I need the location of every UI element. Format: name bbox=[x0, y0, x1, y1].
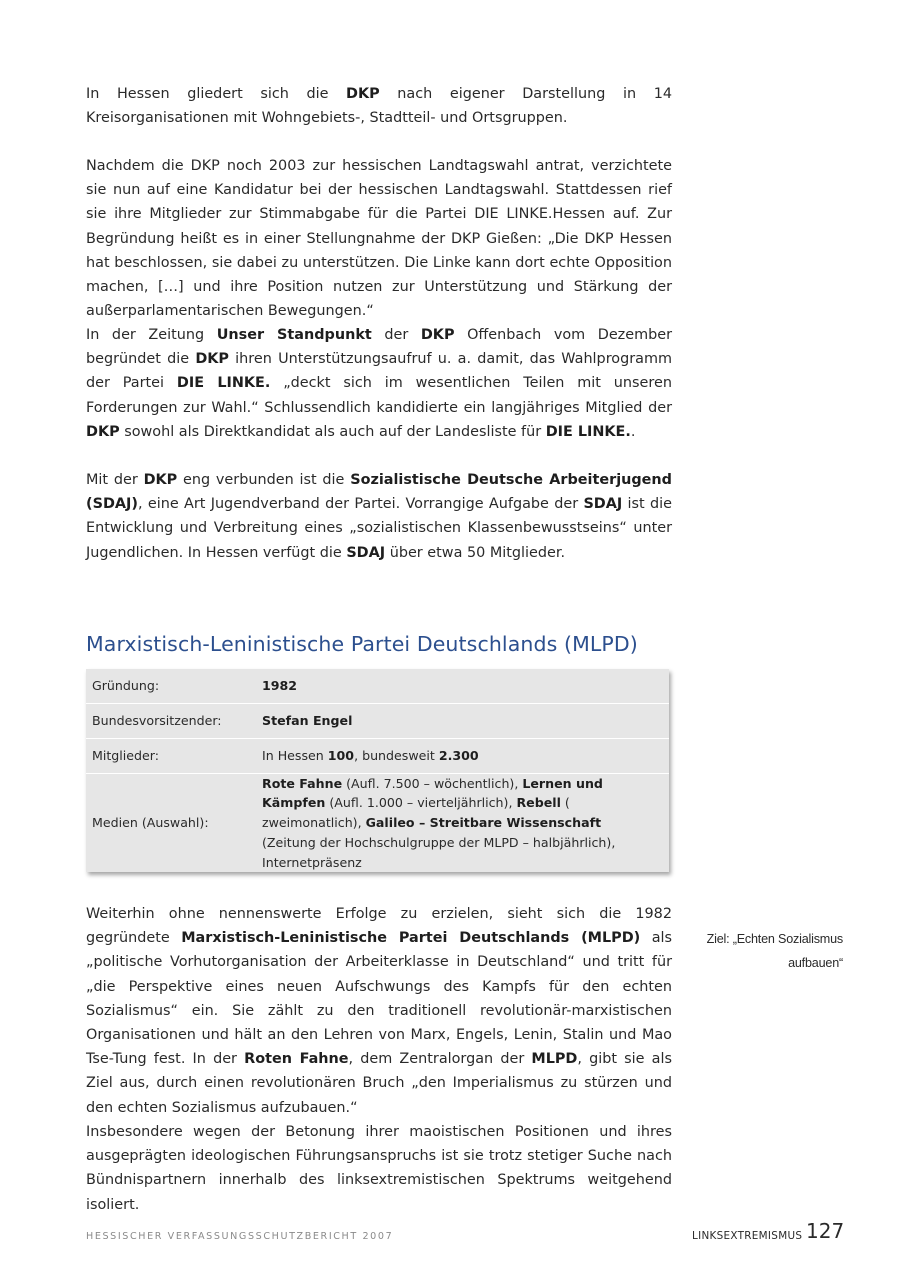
margin-note bbox=[690, 927, 843, 975]
founding-label: Gründung: bbox=[86, 669, 262, 703]
members-label: Mitglieder: bbox=[86, 738, 262, 773]
margin-note-line2: aufbauen“ bbox=[788, 956, 843, 970]
mlpd-fact-table bbox=[86, 669, 669, 872]
media-label: Medien (Auswahl): bbox=[92, 815, 209, 831]
table-row-members bbox=[86, 738, 669, 773]
paragraph-unser-standpunkt: In der Zeitung Unser Standpunkt der DKP Offenbach vom Dezember begründet die DKP ihren Unterstützungsaufruf u. a. damit, das Wahlprogramm der Partei DIE LINKE. „deckt sich im wesentlichen Teilen mit unseren Forderungen zur Wahl.“ Schlussendlich kandidierte ein langjähriges Mitglied der DKP sowohl als Direktkandidat als auch auf der Landesliste für DIE LINKE.. bbox=[86, 327, 673, 440]
table-row-chair bbox=[86, 703, 669, 738]
table-row-founding bbox=[86, 669, 669, 703]
paragraph-sdaj: Mit der DKP eng verbunden ist die Sozialistische Deutsche Arbeiterjugend (SDAJ), eine Art Jugendverband der Partei. Vorrangige Aufgabe der SDAJ ist die Entwicklung und Verbreitung eines „sozialistischen Klassenbewusstseins“ unter Jugendlichen. In Hessen verfügt die SDAJ über etwa 50 Mitglieder. bbox=[86, 472, 672, 561]
paragraph-dkp-landtagswahl: Nachdem die DKP noch 2003 zur hessischen Landtagswahl antrat, verzichtete sie nun auf eine Kandidatur bei der hessischen Landtagswahl. Stattdessen rief sie ihre Mitglieder zur Stimmabgabe für die Partei DIE LINKE.Hessen auf. Zur Begründung heißt es in einer Stellungnahme der DKP Gießen: „Die DKP Hessen hat beschlossen, sie dabei zu unterstützen. Die Linke kann dort echte Opposition machen, […] und ihre Position nutzen zur Unterstützung und Stärkung der außerparlamentarischen Bewegungen.“ bbox=[86, 158, 672, 320]
paragraph-mlpd-isolation: Insbesondere wegen der Betonung ihrer maoistischen Positionen und ihres ausgeprägten ideologischen Führungsanspruchs ist sie trotz stetiger Suche nach Bündnispartnern innerhalb des linksextremistischen Spektrums weitgehend isoliert. bbox=[86, 1124, 672, 1213]
paragraph-dkp-organisation: In Hessen gliedert sich die DKP nach eigener Darstellung in 14 Kreisorganisationen mit Wohngebiets-, Stadtteil- und Ortsgruppen. bbox=[86, 86, 672, 127]
members-value: In Hessen 100, bundesweit 2.300 bbox=[262, 738, 669, 773]
page-number: 127 bbox=[806, 1219, 845, 1243]
media-value: Rote Fahne (Aufl. 7.500 – wöchentlich), Lernen und Kämpfen (Aufl. 1.000 – vierteljährlich), Rebell ( zweimonatlich), Galileo – Streitbare Wissenschaft (Zeitung der Hochschulgruppe der MLPD – halbjährlich), Internetpräsenz bbox=[262, 775, 616, 870]
paragraph-mlpd-description: Weiterhin ohne nennenswerte Erfolge zu erzielen, sieht sich die 1982 gegründete Marxistisch-Leninistische Partei Deutschlands (MLPD) als „politische Vorhutorganisation der Arbeiterklasse in Deutschland“ und tritt für „die Perspektive eines neuen Aufschwungs des Kampfs für den echten Sozialismus“ ein. Sie zählt zu den traditionell revolutionär-marxistischen Organisationen und hält an den Lehren von Marx, Engels, Lenin, Stalin und Mao Tse-Tung fest. In der Roten Fahne, dem Zentralorgan der MLPD, gibt sie als Ziel aus, durch einen revolutionären Bruch „den Imperialismus zu stürzen und den echten Sozialismus aufzubauen.“ bbox=[86, 906, 673, 1116]
chair-label: Bundesvorsitzender: bbox=[86, 703, 262, 738]
table-row-media bbox=[86, 773, 669, 872]
section-heading-mlpd: Marxistisch-Leninistische Partei Deutschlands (MLPD) bbox=[86, 632, 638, 656]
founding-value: 1982 bbox=[262, 669, 669, 703]
footer-publication-title: HESSISCHER VERFASSUNGSSCHUTZBERICHT 2007 bbox=[86, 1231, 394, 1242]
footer-section-name: LINKSEXTREMISMUS bbox=[692, 1230, 803, 1242]
margin-note-line1: Ziel: „Echten Sozialismus bbox=[706, 932, 843, 946]
chair-value: Stefan Engel bbox=[262, 703, 669, 738]
